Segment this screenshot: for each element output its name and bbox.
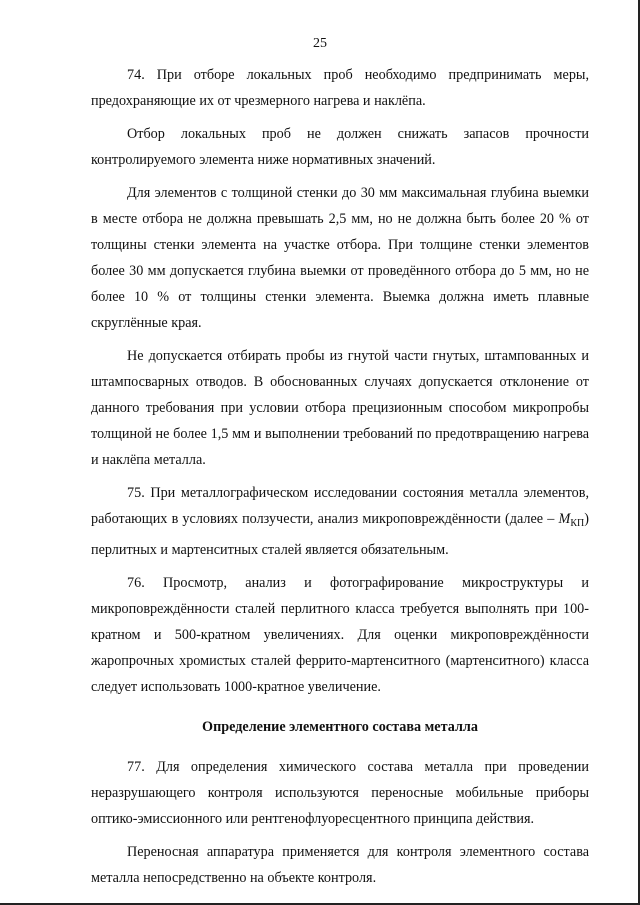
paragraph-75-end: ) перлитных и мартенситных сталей является обязательным. (91, 511, 589, 558)
section-heading: Определение элементного состава металла (202, 719, 478, 735)
page-number: 25 (313, 36, 327, 51)
paragraph-74-strength: Отбор локальных проб не должен снижать запасов прочности контролируемого элемента ниже нормативных значений. (91, 126, 589, 168)
paragraph-77: 77. Для определения химического состава металла при проведении неразрушающего контроля используются переносные мобильные приборы оптико-эмиссионного или рентгенофлуоресцентного принципа действия. (91, 759, 589, 827)
paragraph-74-bends: Не допускается отбирать пробы из гнутой части гнутых, штампованных и штампосварных отводов. В обоснованных случаях допускается отклонение от данного требования при условии отбора прецизионным способом микропробы толщиной не более 1,5 мм и выполнении требований по предотвращению нагрева и наклёпа металла. (91, 348, 589, 468)
document-body (91, 62, 589, 898)
paragraph-75-start: 75. При металлографическом исследовании состояния металла элементов, работающих в условиях ползучести, анализ микроповреждённости (далее – (91, 485, 589, 527)
paragraph-75 (91, 480, 589, 563)
paragraph-77-portable: Переносная аппаратура применяется для контроля элементного состава металла непосредственно на объекте контроля. (91, 844, 589, 886)
paragraph-74-depth-limits: Для элементов с толщиной стенки до 30 мм максимальная глубина выемки в месте отбора не должна превышать 2,5 мм, но не должна быть более 20 % от толщины стенки элемента на участке отбора. При толщине стенки элементов более 30 мм допускается глубина выемки от проведённого отбора до 5 мм, но не более 10 % от толщины стенки элемента. Выемка должна иметь плавные скруглённые края. (91, 185, 589, 331)
mkp-symbol: M (558, 511, 571, 527)
paragraph-76: 76. Просмотр, анализ и фотографирование микроструктуры и микроповреждённости сталей перлитного класса требуется выполнять при 100-кратном и 500-кратном увеличениях. Для оценки микроповреждённости жаропрочных хромистых сталей феррито-мартенситного (мартенситного) класса следует использовать 1000-кратное увеличение. (91, 575, 589, 695)
mkp-subscript: КП (570, 518, 585, 529)
paragraph-74-sampling-measures: 74. При отборе локальных проб необходимо предпринимать меры, предохраняющие их от чрезмерного нагрева и наклёпа. (91, 67, 589, 109)
